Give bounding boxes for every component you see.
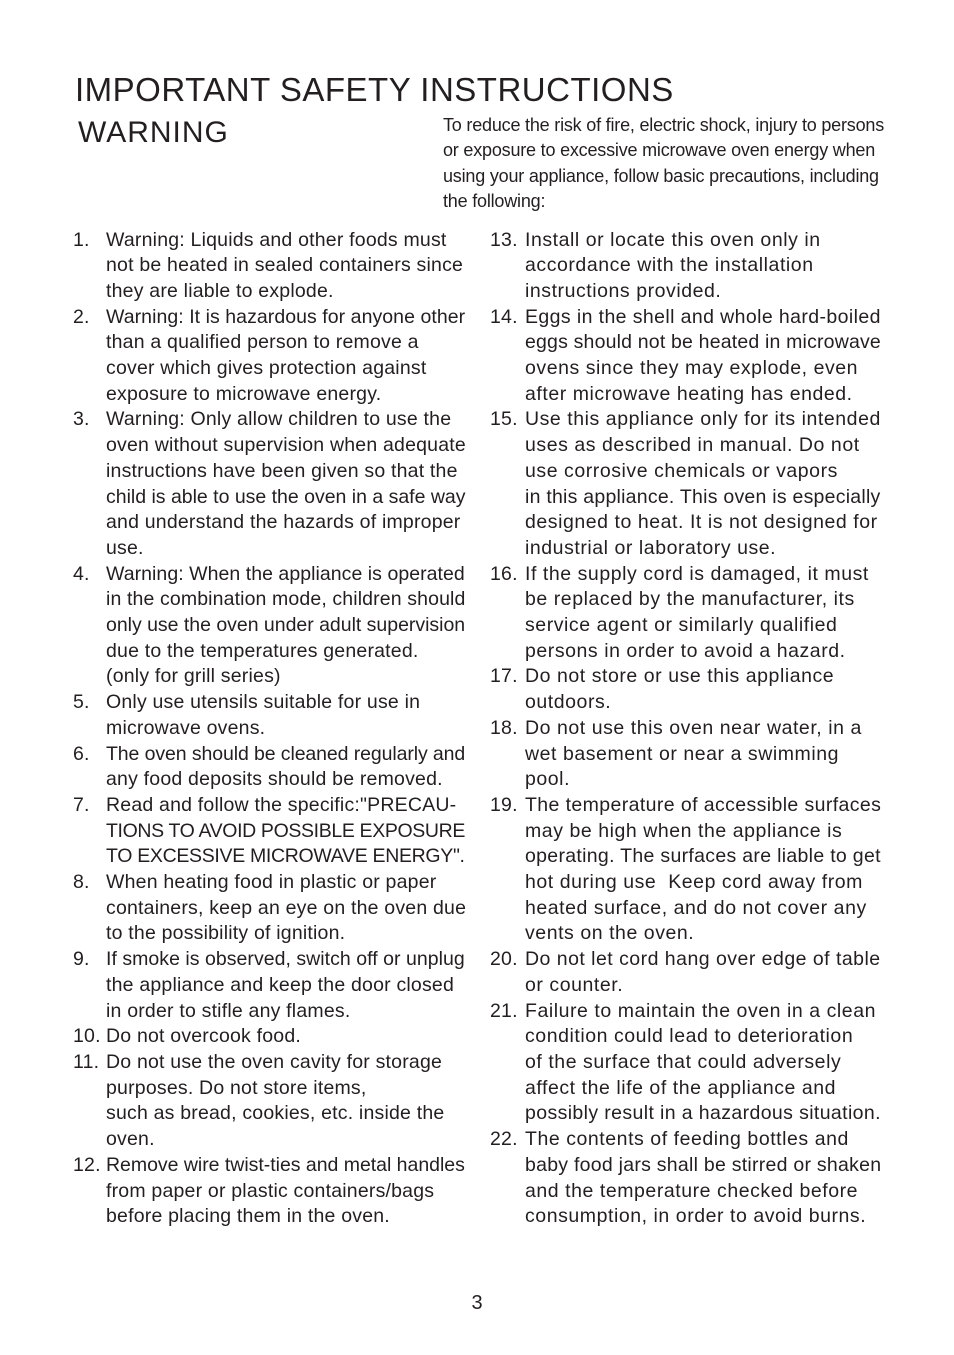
instruction-text-line: persons in order to avoid a hazard. — [525, 639, 846, 662]
instruction-text-line: Remove wire twist-ties and metal handles — [106, 1153, 465, 1176]
instruction-number: 15. — [490, 408, 518, 431]
instruction-text-line: condition could lead to deterioration — [525, 1025, 854, 1048]
instruction-text — [525, 562, 882, 665]
instruction-number: 5. — [73, 691, 90, 714]
instruction-text-line: they are liable to explode. — [106, 279, 334, 302]
instruction-text-line: Warning: Liquids and other foods must — [106, 228, 447, 251]
intro-line: the following: — [443, 190, 546, 211]
instruction-text — [106, 1153, 466, 1230]
instruction-text-line: baby food jars shall be stirred or shaken — [525, 1153, 882, 1176]
instruction-text-line: than a qualified person to remove a — [106, 331, 419, 354]
instruction-text-line: and the temperature checked before — [525, 1179, 859, 1202]
instruction-text-line: affect the life of the appliance and — [525, 1076, 837, 1099]
page-number: 3 — [471, 1292, 483, 1314]
instruction-item — [73, 1024, 466, 1050]
instruction-text-line: not be heated in sealed containers since — [106, 254, 464, 277]
instruction-number: 9. — [73, 948, 90, 971]
instruction-number: 1. — [73, 228, 90, 251]
instruction-text-line: Install or locate this oven only in — [525, 228, 821, 251]
instruction-text-line: Do not use this oven near water, in a — [525, 716, 862, 739]
instruction-text-line: Warning: When the appliance is operated — [106, 562, 465, 585]
instruction-text-line: Warning: Only allow children to use the — [106, 408, 452, 431]
instruction-text-line: The contents of feeding bottles and — [525, 1128, 849, 1151]
instruction-text-line: from paper or plastic containers/bags — [106, 1179, 435, 1202]
instruction-number: 10. — [73, 1025, 101, 1048]
instruction-item — [490, 999, 882, 1128]
instruction-text-line: after microwave heating has ended. — [525, 382, 853, 405]
instruction-text-line: uses as described in manual. Do not — [525, 434, 860, 457]
instruction-number: 7. — [73, 793, 90, 816]
instruction-text-line: If smoke is observed, switch off or unplug — [106, 948, 465, 971]
instruction-number: 2. — [73, 305, 90, 328]
instruction-text-line: consumption, in order to avoid burns. — [525, 1205, 867, 1228]
instruction-item — [73, 562, 466, 691]
instruction-text-line: Do not use the oven cavity for storage — [106, 1051, 443, 1073]
instruction-text-line: oven. — [106, 1128, 155, 1151]
instruction-text-line: heated surface, and do not cover any — [525, 896, 867, 919]
instruction-text — [106, 562, 466, 691]
instruction-item — [490, 407, 882, 561]
instruction-text-line: accordance with the installation — [525, 254, 814, 277]
instruction-item — [73, 742, 466, 793]
instruction-text-line: purposes. Do not store items, — [106, 1076, 367, 1099]
instruction-number: 12. — [73, 1153, 101, 1176]
instruction-number: 4. — [73, 562, 90, 585]
instruction-number: 18. — [490, 716, 518, 739]
instruction-text — [525, 793, 882, 947]
intro-line: To reduce the risk of fire, electric shock, injury to persons — [443, 115, 884, 135]
instruction-item — [490, 793, 882, 947]
instruction-number: 3. — [73, 408, 90, 431]
instruction-text-line: If the supply cord is damaged, it must — [525, 562, 869, 585]
instruction-text-line: Failure to maintain the oven in a clean — [525, 999, 876, 1022]
instruction-text-line: the appliance and keep the door closed — [106, 973, 455, 996]
instruction-item — [73, 793, 466, 870]
instruction-text-line: industrial or laboratory use. — [525, 536, 777, 559]
instruction-text-line: ovens since they may explode, even — [525, 357, 859, 380]
instruction-text-line: (only for grill series) — [106, 665, 281, 688]
instruction-text-line: The oven should be cleaned regularly and — [106, 742, 466, 765]
instruction-text-line: cover which gives protection against — [106, 357, 427, 380]
instruction-text-line: TIONS TO AVOID POSSIBLE EXPOSURE — [106, 819, 466, 842]
instruction-text-line: Warning: It is hazardous for anyone other — [106, 305, 466, 328]
instructions-left-column — [73, 228, 466, 1230]
instruction-text — [525, 228, 882, 305]
instruction-text-line: Do not overcook food. — [106, 1025, 301, 1048]
instruction-text-line: be replaced by the manufacturer, its — [525, 588, 855, 611]
intro-line: or exposure to excessive microwave oven energy when — [443, 140, 876, 161]
instruction-text-line: outdoors. — [525, 691, 612, 714]
instruction-text — [525, 407, 882, 561]
instruction-item — [73, 690, 466, 741]
instruction-text-line: possibly result in a hazardous situation. — [525, 1102, 881, 1125]
instruction-text-line: to the possibility of ignition. — [106, 922, 346, 945]
instruction-item — [490, 664, 882, 715]
instruction-text-line: in the combination mode, children should — [106, 588, 466, 611]
instruction-text-line: exposure to microwave energy. — [106, 382, 382, 405]
instruction-item — [73, 228, 466, 305]
instruction-text-line: service agent or similarly qualified — [525, 614, 838, 637]
instruction-text — [106, 870, 466, 947]
instruction-text-line: wet basement or near a swimming — [525, 742, 840, 765]
instruction-item — [490, 228, 882, 305]
instruction-item — [73, 305, 466, 408]
instruction-item — [73, 947, 466, 1024]
instruction-text-line: microwave ovens. — [106, 716, 266, 739]
instruction-text — [106, 407, 466, 561]
instruction-text-line: due to the temperatures generated. — [106, 639, 419, 662]
instruction-text-line: instructions provided. — [525, 279, 722, 302]
instructions-right-column — [490, 228, 882, 1230]
instruction-text-line: Read and follow the specific:"PRECAU- — [106, 793, 457, 816]
instruction-number: 19. — [490, 793, 518, 816]
instruction-text-line: The temperature of accessible surfaces — [525, 793, 882, 816]
instruction-text-line: Only use utensils suitable for use in — [106, 691, 421, 714]
instruction-text-line: oven without supervision when adequate — [106, 434, 466, 457]
instruction-text-line: Do not store or use this appliance — [525, 665, 835, 688]
instruction-item — [73, 407, 466, 561]
instruction-number: 16. — [490, 562, 518, 585]
instruction-text — [525, 716, 882, 793]
instruction-number: 8. — [73, 871, 90, 894]
instruction-text — [525, 664, 882, 715]
instruction-text — [106, 1024, 466, 1050]
instruction-text-line: vents on the oven. — [525, 922, 695, 945]
instruction-text-line: designed to heat. It is not designed for — [525, 511, 878, 534]
instruction-text-line: hot during use Keep cord away from — [525, 871, 863, 894]
instruction-text-line: pool. — [525, 768, 571, 791]
instruction-number: 13. — [490, 228, 518, 251]
instruction-text-line: operating. The surfaces are liable to get — [525, 845, 881, 868]
instruction-text — [525, 305, 882, 408]
instruction-text-line: of the surface that could adversely — [525, 1051, 842, 1073]
instruction-item — [73, 870, 466, 947]
instruction-text — [106, 690, 466, 741]
instruction-text-line: eggs should not be heated in microwave — [525, 331, 881, 354]
instruction-text — [106, 228, 466, 305]
instruction-text — [106, 305, 466, 408]
instruction-text-line: or counter. — [525, 973, 624, 996]
instruction-text — [106, 793, 466, 870]
instruction-text-line: only use the oven under adult supervision — [106, 614, 466, 637]
instruction-text-line: Eggs in the shell and whole hard-boiled — [525, 305, 881, 328]
instruction-text-line: any food deposits should be removed. — [106, 768, 443, 791]
instruction-text-line: Use this appliance only for its intended — [525, 408, 881, 431]
instruction-number: 6. — [73, 742, 90, 765]
instruction-text-line: and understand the hazards of improper — [106, 511, 461, 534]
instruction-text-line: use corrosive chemicals or vapors — [525, 459, 838, 482]
intro-paragraph — [443, 113, 890, 214]
instruction-text-line: containers, keep an eye on the oven due — [106, 896, 467, 919]
instruction-text-line: child is able to use the oven in a safe way — [106, 485, 466, 508]
warning-heading: WARNING — [78, 116, 229, 149]
instruction-number: 17. — [490, 665, 518, 688]
instruction-text — [106, 947, 466, 1024]
instruction-text-line: such as bread, cookies, etc. inside the — [106, 1102, 445, 1125]
instruction-item — [490, 562, 882, 665]
instruction-text-line: TO EXCESSIVE MICROWAVE ENERGY". — [106, 845, 465, 868]
instruction-item — [490, 305, 882, 408]
instruction-text-line: in this appliance. This oven is especially — [525, 485, 881, 508]
instruction-text — [106, 1050, 466, 1153]
instruction-text-line: before placing them in the oven. — [106, 1205, 390, 1228]
instruction-item — [73, 1050, 466, 1153]
instruction-text-line: When heating food in plastic or paper — [106, 871, 437, 894]
instruction-text-line: may be high when the appliance is — [525, 819, 843, 842]
instruction-number: 14. — [490, 305, 518, 328]
instruction-item — [73, 1153, 466, 1230]
instruction-text — [525, 947, 882, 998]
instruction-item — [490, 1127, 882, 1230]
instruction-text-line: Do not let cord hang over edge of table — [525, 948, 881, 971]
instruction-text-line: instructions have been given so that the — [106, 459, 458, 482]
instruction-text — [525, 1127, 882, 1230]
instruction-number: 11. — [73, 1051, 100, 1073]
instruction-number: 21. — [490, 999, 518, 1022]
instruction-number: 20. — [490, 948, 518, 971]
instruction-text-line: in order to stifle any flames. — [106, 999, 351, 1022]
intro-line: using your appliance, follow basic precautions, including — [443, 165, 879, 186]
instruction-number: 22. — [490, 1128, 518, 1151]
instruction-text-line: use. — [106, 536, 144, 559]
instruction-item — [490, 716, 882, 793]
page-title: IMPORTANT SAFETY INSTRUCTIONS — [75, 71, 674, 108]
instruction-text — [525, 999, 882, 1128]
instruction-item — [490, 947, 882, 998]
instruction-text — [106, 742, 466, 793]
